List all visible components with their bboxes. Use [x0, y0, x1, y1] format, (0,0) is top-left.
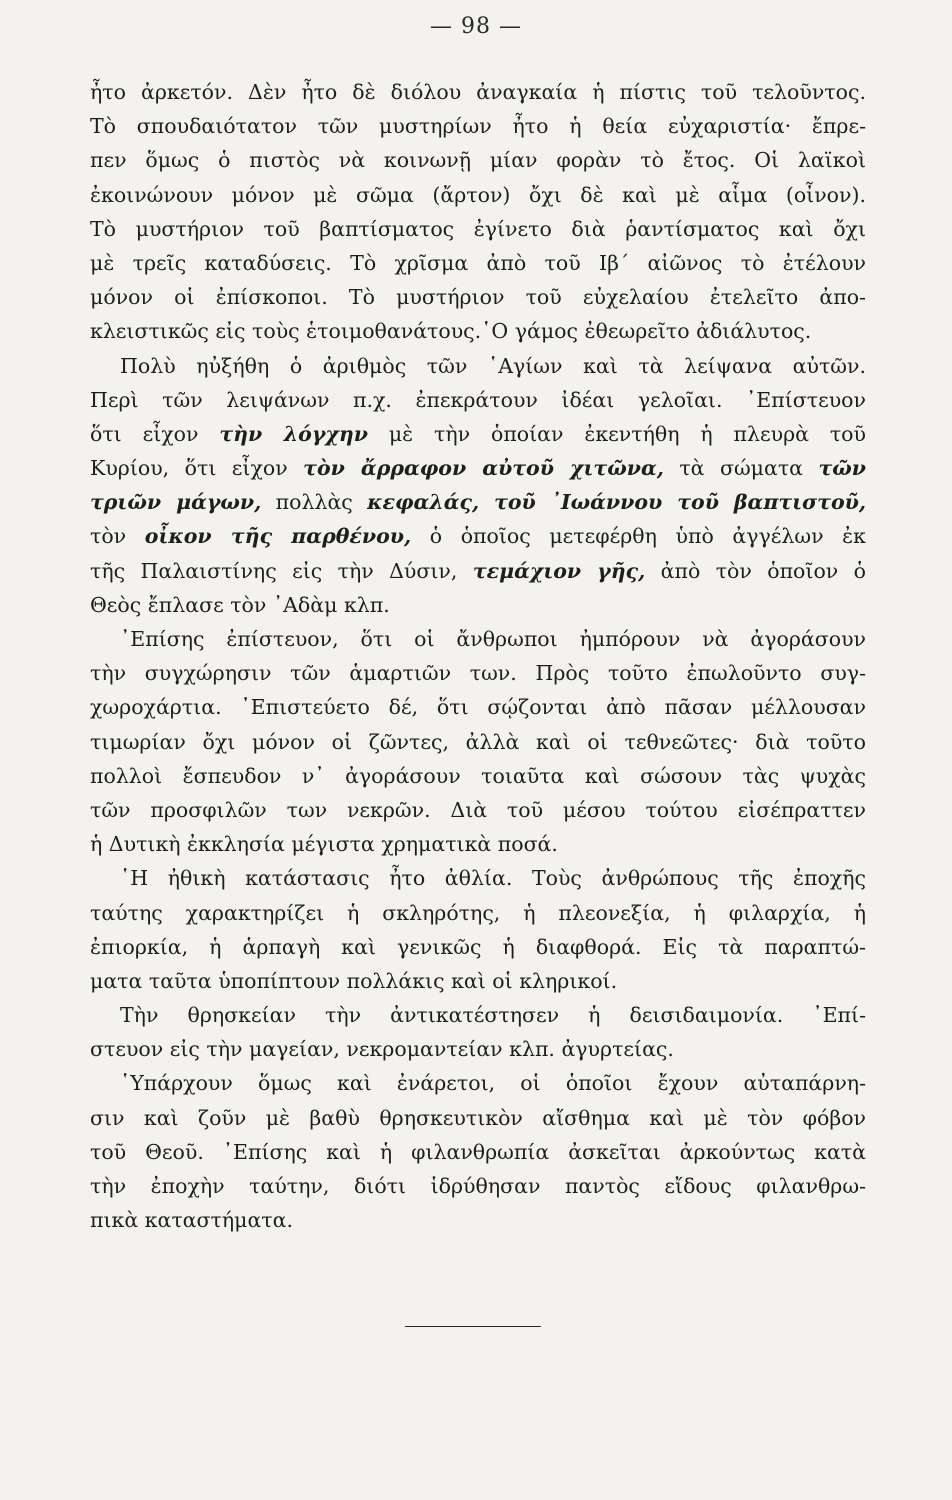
text-segment: τῶν προσφιλῶν των νεκρῶν. Διὰ τοῦ μέσου τούτου εἰσέπραττεν — [90, 797, 866, 822]
text-line — [90, 896, 866, 930]
text-segment: πικὰ καταστήματα. — [90, 1208, 294, 1233]
text-segment: ἐπιορκία, ἡ ἁρπαγὴ καὶ γενικῶς ἡ διαφθορά. Εἰς τὰ παραπτώ- — [90, 934, 866, 959]
text-segment: τιμωρίαν ὄχι μόνον οἱ ζῶντες, ἀλλὰ καὶ οἱ τεθνεῶτες· διὰ τοῦτο — [90, 729, 866, 754]
text-line — [90, 383, 866, 417]
text-line — [90, 75, 866, 109]
text-line — [90, 280, 866, 314]
text-line — [90, 143, 866, 177]
text-segment: τὸν — [90, 524, 145, 549]
text-line — [90, 1169, 866, 1203]
text-segment: τοῦ Θεοῦ. ᾿Επίσης καὶ ἡ φιλανθρωπία ἀσκεῖται ἀρκούντως κατὰ — [90, 1139, 866, 1164]
text-line — [90, 1101, 866, 1135]
text-line — [90, 998, 866, 1032]
text-segment: ταύτης χαρακτηρίζει ἡ σκληρότης, ἡ πλεονεξία, ἡ φιλαρχία, ἡ — [90, 900, 866, 925]
text-segment: ὁ ὁποῖος μετεφέρθη ὑπὸ ἀγγέλων ἐκ — [411, 524, 866, 549]
text-segment: ἐκοινώνουν μόνον μὲ σῶμα (ἄρτον) ὄχι δὲ καὶ μὲ αἷμα (οἶνον). — [90, 182, 866, 207]
text-segment: ῾Υπάρχουν ὅμως καὶ ἐνάρετοι, οἱ ὁποῖοι ἔχουν αὐταπάρνη- — [120, 1071, 866, 1096]
text-segment: πολλὰς — [261, 490, 368, 515]
text-segment: Πολὺ ηὐξήθη ὁ ἀριθμὸς τῶν ῾Αγίων καὶ τὰ λείψανα αὐτῶν. — [120, 353, 866, 378]
text-segment: στευον εἰς τὴν μαγείαν, νεκρομαντείαν κλπ. ἀγυρτείας. — [90, 1037, 674, 1062]
text-segment: μόνον οἱ ἐπίσκοποι. Τὸ μυστήριον τοῦ εὐχελαίου ἐτελεῖτο ἀπο- — [90, 285, 866, 310]
text-segment: τῆς Παλαιστίνης εἰς τὴν Δύσιν, — [90, 558, 473, 583]
text-line — [90, 554, 866, 588]
text-line — [90, 690, 866, 724]
text-segment: ᾿Επίσης ἐπίστευον, ὅτι οἱ ἄνθρωποι ἠμπόρουν νὰ ἀγοράσουν — [120, 627, 866, 651]
text-segment: Θεὸς ἔπλασε τὸν ᾿Αδὰμ κλπ. — [90, 592, 390, 617]
text-line — [90, 349, 866, 383]
text-line — [90, 588, 866, 622]
text-segment: τὴν ἐποχὴν ταύτην, διότι ἱδρύθησαν παντὸς εἴδους φιλανθρω- — [90, 1174, 866, 1198]
text-line — [90, 725, 866, 759]
text-line — [90, 314, 866, 348]
text-segment: πεν ὅμως ὁ πιστὸς νὰ κοινωνῇ μίαν φορὰν τὸ ἔτος. Οἱ λαϊκοὶ — [90, 148, 866, 173]
text-line — [90, 109, 866, 143]
emphasis-text: τὴν λόγχην — [219, 421, 368, 446]
emphasis-text: κεφαλάς, τοῦ ᾿Ιωάννου τοῦ βαπτιστοῦ, — [367, 490, 866, 515]
text-segment: Τὸ μυστήριον τοῦ βαπτίσματος ἐγίνετο διὰ ῥαντίσματος καὶ ὄχι — [90, 216, 866, 241]
text-segment: τὰ σώματα — [663, 456, 819, 481]
text-segment: πολλοὶ ἔσπευδον ν᾿ ἀγοράσουν τοιαῦτα καὶ σώσουν τὰς ψυχὰς — [90, 763, 866, 788]
text-line — [90, 656, 866, 690]
text-line — [90, 451, 866, 485]
body-text — [90, 75, 866, 1237]
text-segment: ἀπὸ τὸν ὁποῖον ὁ — [645, 558, 866, 583]
text-segment: Τὴν θρησκείαν τὴν ἀντικατέστησεν ἡ δεισιδαιμονία. ᾿Επί- — [120, 1003, 866, 1028]
text-segment: Κυρίου, ὅτι εἶχον — [90, 456, 304, 481]
text-line — [90, 861, 866, 895]
text-segment: μὲ τὴν ὁποίαν ἐκεντήθη ἡ πλευρὰ τοῦ — [367, 421, 866, 446]
text-line — [90, 930, 866, 964]
text-segment: ἡ Δυτικὴ ἐκκλησία μέγιστα χρηματικὰ ποσά. — [90, 832, 558, 857]
end-rule — [405, 1326, 541, 1327]
text-segment: ῾Η ἠθικὴ κατάστασις ἦτο ἀθλία. Τοὺς ἀνθρώπους τῆς ἐποχῆς — [120, 866, 866, 891]
text-segment: κλειστικῶς εἰς τοὺς ἑτοιμοθανάτους.῾Ο γάμος ἐθεωρεῖτο ἀδιάλυτος. — [90, 319, 812, 344]
page-number: — 98 — — [430, 14, 522, 39]
text-line — [90, 759, 866, 793]
text-line — [90, 1135, 866, 1169]
text-segment: Τὸ σπουδαιότατον τῶν μυστηρίων ἦτο ἡ θεία εὐχαριστία· ἔπρε- — [90, 114, 866, 139]
text-segment: Περὶ τῶν λειψάνων π.χ. ἐπεκράτουν ἰδέαι γελοῖαι. ᾿Επίστευον — [90, 387, 866, 412]
emphasis-text: τριῶν μάγων, — [90, 490, 262, 515]
text-segment: τὴν συγχώρησιν τῶν ἁμαρτιῶν των. Πρὸς τοῦτο ἐπωλοῦντο συγ- — [90, 661, 866, 686]
text-line — [90, 212, 866, 246]
text-segment: ματα ταῦτα ὑποπίπτουν πολλάκις καὶ οἱ κληρικοί. — [90, 968, 618, 993]
text-line — [90, 827, 866, 861]
text-line — [90, 417, 866, 451]
text-line — [90, 178, 866, 212]
emphasis-text: τῶν — [818, 456, 866, 481]
text-segment: σιν καὶ ζοῦν μὲ βαθὺ θρησκευτικὸν αἴσθημα καὶ μὲ τὸν φόβον — [90, 1105, 866, 1130]
emphasis-text: τὸν ἄρραφον αὐτοῦ χιτῶνα, — [303, 456, 664, 481]
text-segment: ἦτο ἀρκετόν. Δὲν ἦτο δὲ διόλου ἀναγκαία ἡ πίστις τοῦ τελοῦντος. — [90, 80, 866, 104]
text-line — [90, 1203, 866, 1237]
text-line — [90, 1066, 866, 1100]
text-segment: ὅτι εἶχον — [90, 421, 220, 446]
text-segment: μὲ τρεῖς καταδύσεις. Τὸ χρῖσμα ἀπὸ τοῦ Ιβ΄ αἰῶνος τὸ ἐτέλουν — [90, 250, 866, 275]
text-line — [90, 519, 866, 553]
text-line — [90, 485, 866, 519]
text-line — [90, 1032, 866, 1066]
emphasis-text: τεμάχιον γῆς, — [472, 558, 646, 583]
text-line — [90, 246, 866, 280]
text-segment: χωροχάρτια. ᾿Επιστεύετο δέ, ὅτι σῴζονται ἀπὸ πᾶσαν μέλλουσαν — [90, 695, 866, 720]
text-line — [90, 964, 866, 998]
text-line — [90, 793, 866, 827]
emphasis-text: οἶκον τῆς παρθένου, — [144, 524, 412, 549]
text-line — [90, 622, 866, 656]
